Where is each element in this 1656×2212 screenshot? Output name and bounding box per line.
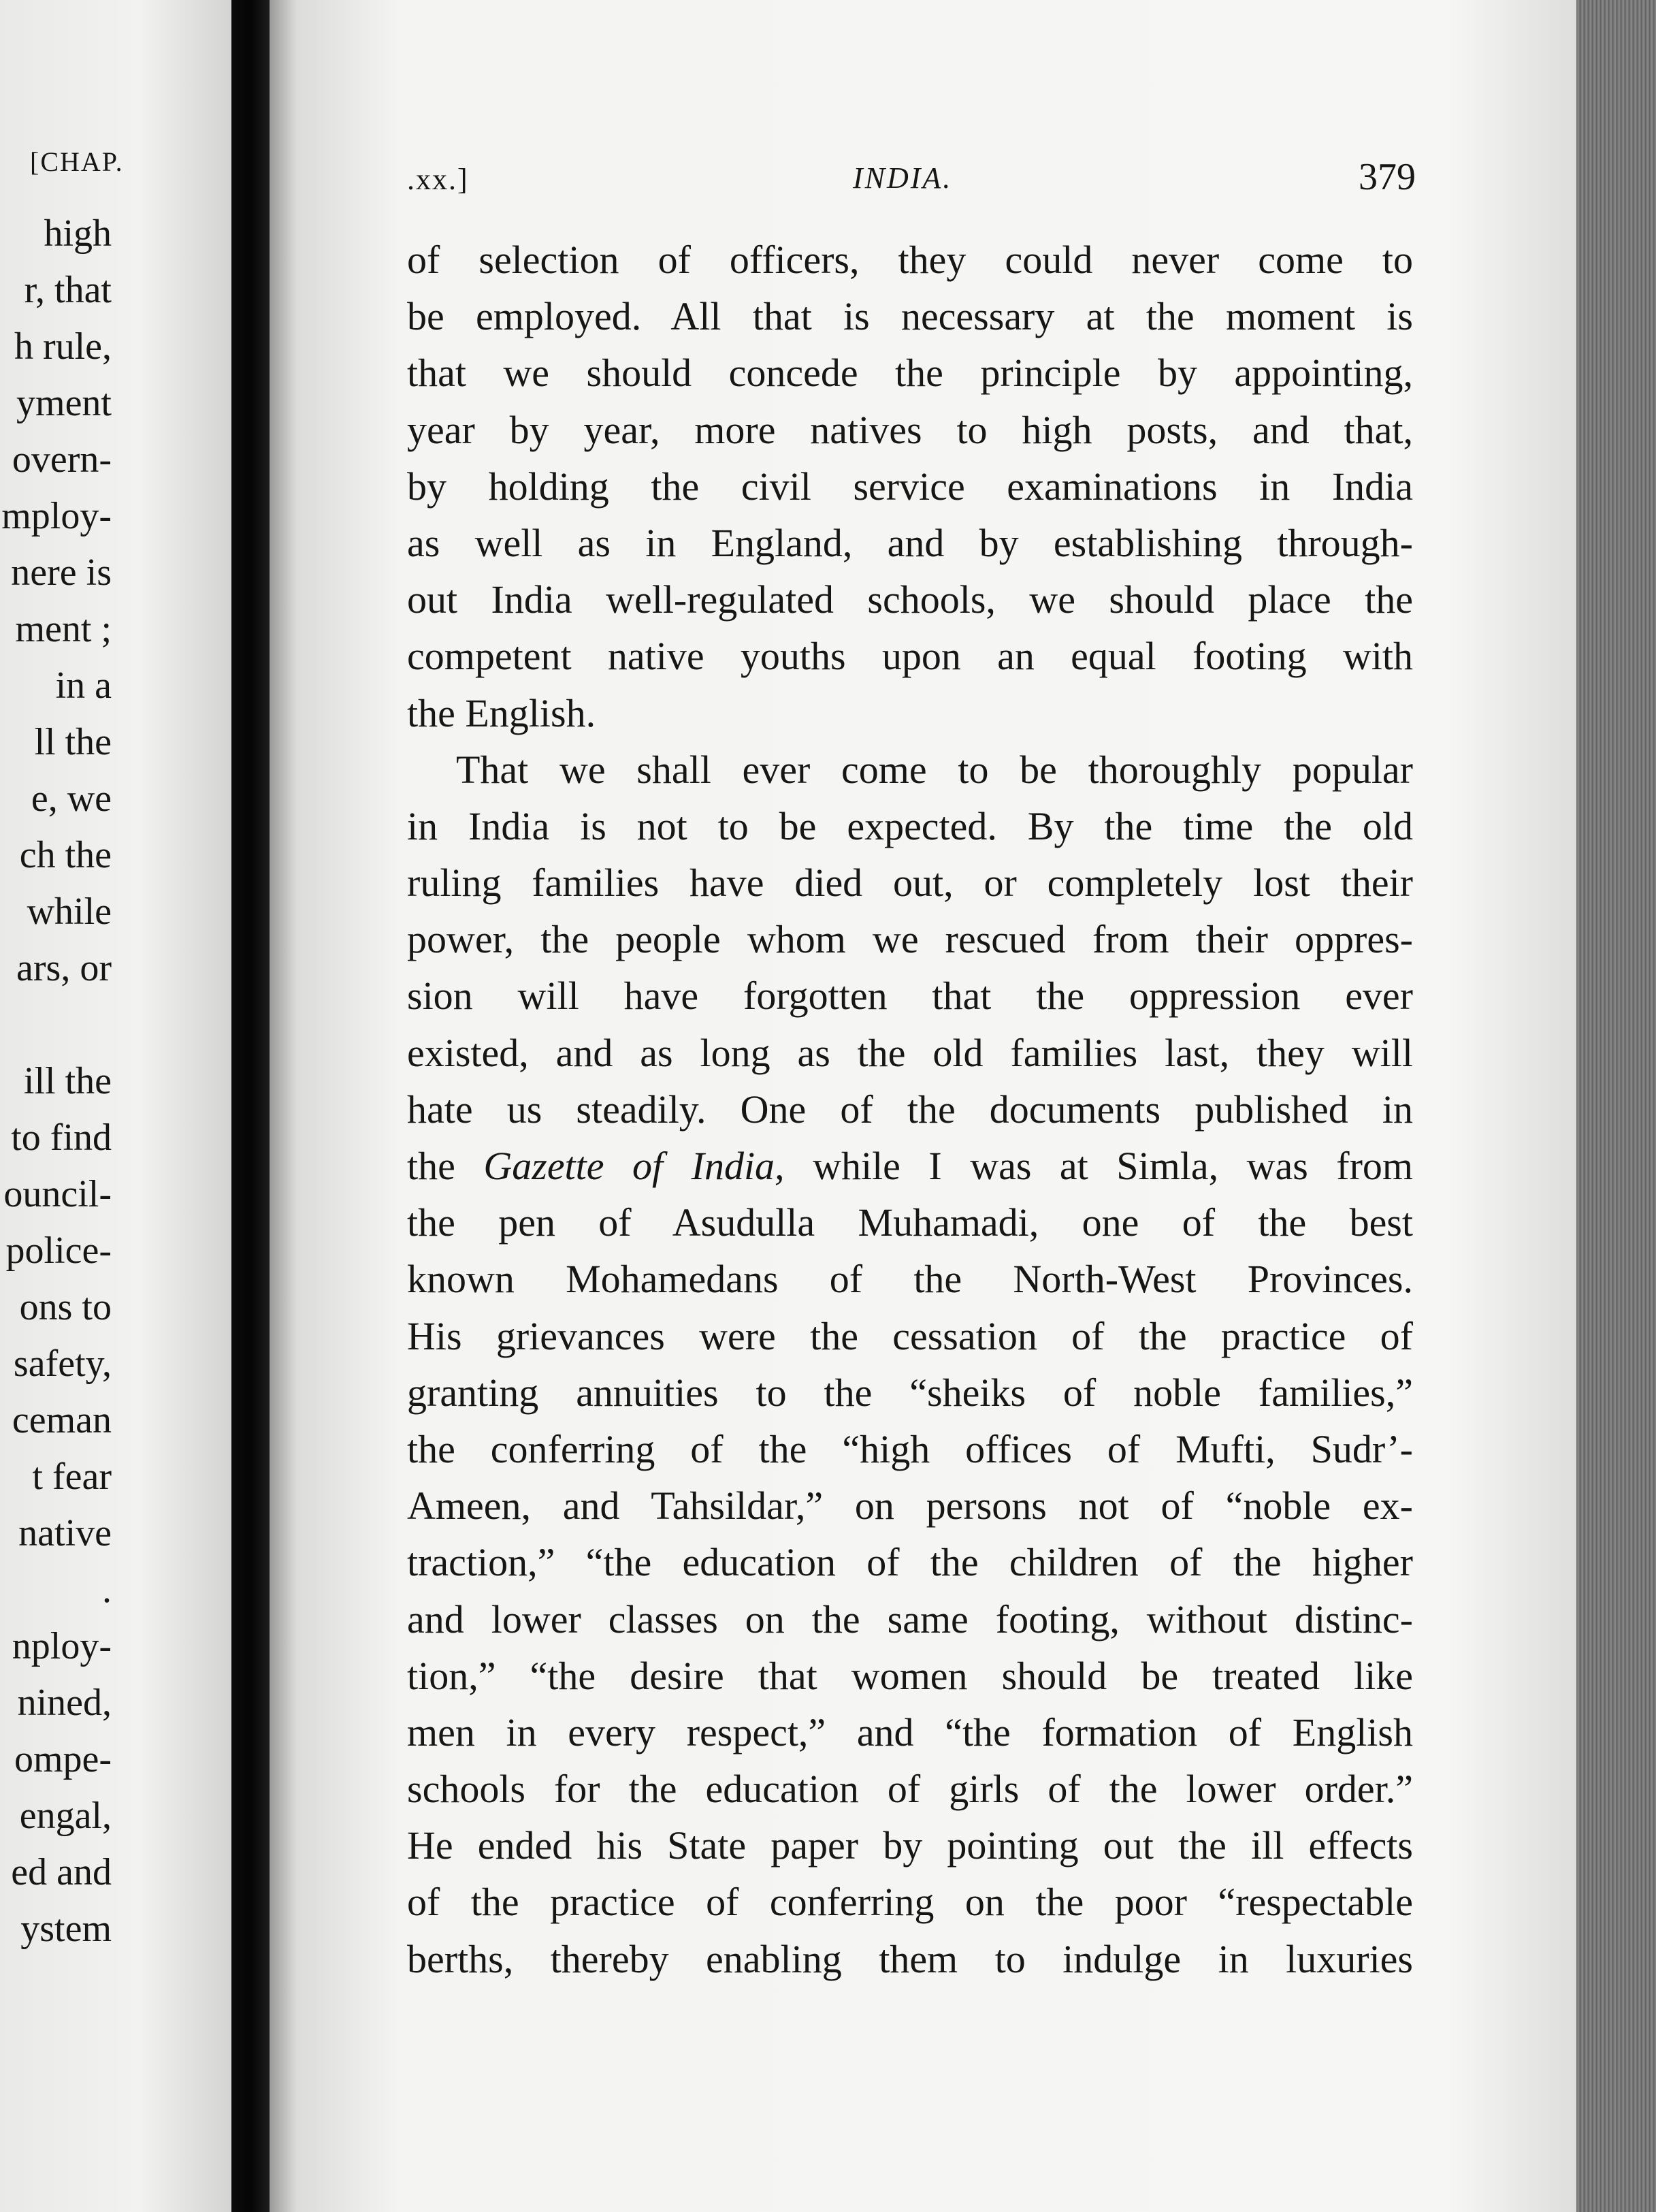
left-line: ill the — [23, 1060, 112, 1102]
text-fragment: the — [407, 1144, 455, 1188]
left-line: ompe- — [14, 1738, 112, 1780]
text-line: competent native youths upon an equal footing with — [407, 634, 1413, 679]
text-fragment: while I was at Simla, was from — [813, 1144, 1414, 1188]
left-line: native — [18, 1512, 112, 1554]
chapter-label: .xx.] — [407, 163, 469, 196]
text-line: by holding the civil service examinations in India — [407, 464, 1413, 509]
text-line: and lower classes on the same footing, without distinc- — [407, 1597, 1413, 1641]
left-line: to find — [11, 1117, 112, 1159]
text-line: that we should concede the principle by appointing, — [407, 351, 1413, 396]
text-line: year by year, more natives to high posts, and that, — [407, 407, 1413, 452]
left-page-header: [CHAP. — [30, 146, 124, 177]
text-line: men in every respect,” and “the formation of English — [407, 1710, 1413, 1754]
left-line: safety, — [13, 1343, 112, 1385]
text-line: Ameen, and Tahsildar,” on persons not of “noble ex- — [407, 1484, 1413, 1528]
text-line: in India is not to be expected. By the time the old — [407, 803, 1413, 848]
left-line: ll the — [34, 721, 112, 763]
left-page-text — [1, 206, 112, 1957]
text-line: known Mohamedans of the North-West Provinces. — [407, 1257, 1413, 1302]
text-line: granting annuities to the “sheiks of noble families,” — [407, 1370, 1413, 1415]
left-line: ment ; — [15, 608, 112, 650]
page-edge — [1576, 0, 1656, 2212]
left-line: nploy- — [12, 1625, 112, 1667]
text-line: sion will have forgotten that the oppression ever — [407, 974, 1413, 1019]
body-text — [407, 231, 1413, 1987]
text-line: He ended his State paper by pointing out the ill effects — [407, 1823, 1413, 1868]
left-line — [1, 997, 112, 1053]
left-line: high — [44, 212, 112, 255]
left-line: ars, or — [16, 947, 112, 989]
text-line: existed, and as long as the old families last, they will — [407, 1030, 1413, 1075]
text-line: tion,” “the desire that women should be treated like — [407, 1653, 1413, 1698]
text-line: ruling families have died out, or completely lost their — [407, 861, 1413, 905]
text-line: power, the people whom we rescued from their oppres- — [407, 917, 1413, 962]
text-line: hate us steadily. One of the documents published in — [407, 1087, 1413, 1132]
left-line: ed and — [11, 1851, 112, 1893]
left-line: nere is — [11, 551, 112, 594]
left-line: r, that — [24, 269, 112, 311]
left-line: overn- — [12, 438, 112, 481]
facing-page-left — [0, 0, 231, 2212]
left-line: ons to — [19, 1286, 112, 1328]
left-line: t fear — [32, 1456, 112, 1498]
running-header — [407, 155, 1416, 203]
left-line: ceman — [12, 1399, 112, 1441]
page-number: 379 — [1359, 156, 1416, 198]
left-line: yment — [16, 382, 112, 424]
left-line: mploy- — [1, 495, 112, 537]
text-line: traction,” “the education of the children of the higher — [407, 1540, 1413, 1585]
page-title: INDIA. — [853, 161, 953, 195]
text-line: the pen of Asudulla Muhamadi, one of the best — [407, 1200, 1413, 1245]
text-line: the English. — [407, 690, 596, 735]
left-line: ouncil- — [3, 1173, 112, 1215]
left-line: nined, — [17, 1682, 112, 1724]
text-line: schools for the education of girls of the lower order.” — [407, 1767, 1413, 1812]
text-line-with-italic — [407, 1138, 1413, 1194]
left-line: ch the — [19, 834, 112, 876]
text-line: of the practice of conferring on the poor “respectable — [407, 1880, 1413, 1925]
left-line: . — [102, 1569, 112, 1611]
publication-title: Gazette of India, — [483, 1144, 785, 1188]
left-line: ystem — [20, 1908, 112, 1950]
left-line: in a — [55, 664, 112, 707]
paragraph-start: That we shall ever come to be thoroughly popular — [456, 747, 1413, 792]
book-gutter — [231, 0, 270, 2212]
text-line: the conferring of the “high offices of Mufti, Sudr’- — [407, 1426, 1413, 1471]
left-line: h rule, — [14, 325, 112, 368]
gutter-shadow — [270, 0, 297, 2212]
text-line: berths, thereby enabling them to indulge in luxuries — [407, 1936, 1413, 1981]
text-line: as well as in England, and by establishing through- — [407, 520, 1413, 565]
text-line: His grievances were the cessation of the practice of — [407, 1313, 1413, 1358]
left-line: police- — [5, 1230, 112, 1272]
left-line: engal, — [19, 1795, 112, 1837]
text-line: of selection of officers, they could never come to — [407, 238, 1413, 282]
left-line: e, we — [31, 778, 112, 820]
left-line: while — [27, 891, 112, 933]
text-line: out India well-regulated schools, we should place the — [407, 577, 1413, 622]
text-line: be employed. All that is necessary at the moment is — [407, 294, 1413, 339]
